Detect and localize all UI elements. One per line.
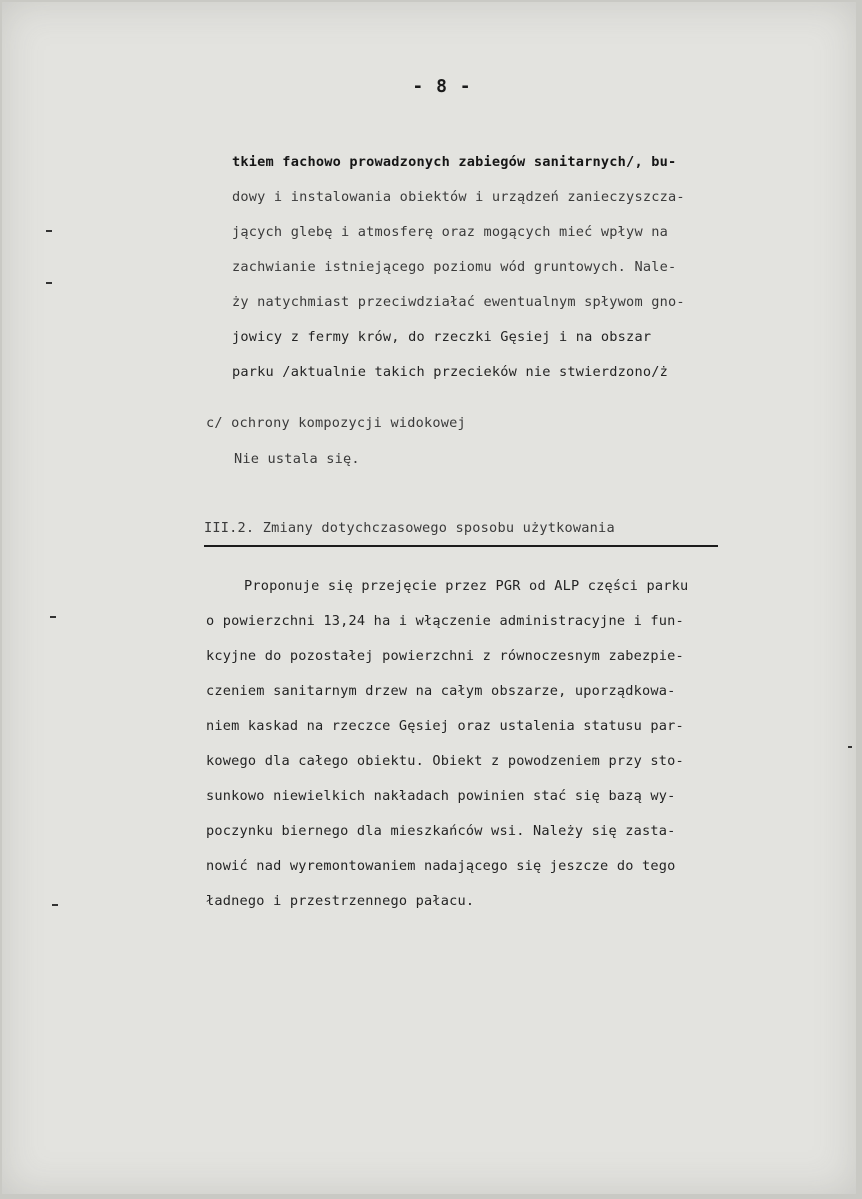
text-line: jowicy z fermy krów, do rzeczki Gęsiej i na obszar <box>232 329 652 345</box>
text-line: sunkowo niewielkich nakładach powinien stać się bazą wy- <box>206 788 676 804</box>
document-page <box>2 2 856 1194</box>
text-line: dowy i instalowania obiektów i urządzeń zanieczyszcza- <box>232 189 685 205</box>
text-line: tkiem fachowo prowadzonych zabiegów sanitarnych/, bu- <box>232 154 677 170</box>
text-line: o powierzchni 13,24 ha i włączenie administracyjne i fun- <box>206 613 684 629</box>
section-c-heading: c/ ochrony kompozycji widokowej <box>206 415 466 431</box>
text-line: poczynku biernego dla mieszkańców wsi. Należy się zasta- <box>206 823 676 839</box>
section-heading: III.2. Zmiany dotychczasowego sposobu użytkowania <box>204 520 615 536</box>
text-line: niem kaskad na rzeczce Gęsiej oraz ustalenia statusu par- <box>206 718 684 734</box>
text-line: parku /aktualnie takich przecieków nie stwierdzono/ż <box>232 364 668 380</box>
section-c-body: Nie ustala się. <box>234 451 360 467</box>
text-line: ży natychmiast przeciwdziałać ewentualnym spływom gno- <box>232 294 685 310</box>
margin-mark <box>52 904 58 906</box>
page-number: - 8 - <box>412 76 472 97</box>
text-line: czeniem sanitarnym drzew na całym obszarze, uporządkowa- <box>206 683 676 699</box>
margin-mark <box>46 282 52 284</box>
text-line: nowić nad wyremontowaniem nadającego się jeszcze do tego <box>206 858 676 874</box>
text-line: kcyjne do pozostałej powierzchni z równoczesnym zabezpie- <box>206 648 684 664</box>
heading-underline <box>204 545 718 547</box>
text-line: kowego dla całego obiektu. Obiekt z powodzeniem przy sto- <box>206 753 684 769</box>
margin-mark <box>50 616 56 618</box>
text-line: Proponuje się przejęcie przez PGR od ALP części parku <box>244 578 689 594</box>
margin-mark <box>848 746 852 748</box>
margin-mark <box>46 230 52 232</box>
text-line: jących glebę i atmosferę oraz mogących mieć wpływ na <box>232 224 668 240</box>
text-line: zachwianie istniejącego poziomu wód gruntowych. Nale- <box>232 259 677 275</box>
text-line: ładnego i przestrzennego pałacu. <box>206 893 475 909</box>
